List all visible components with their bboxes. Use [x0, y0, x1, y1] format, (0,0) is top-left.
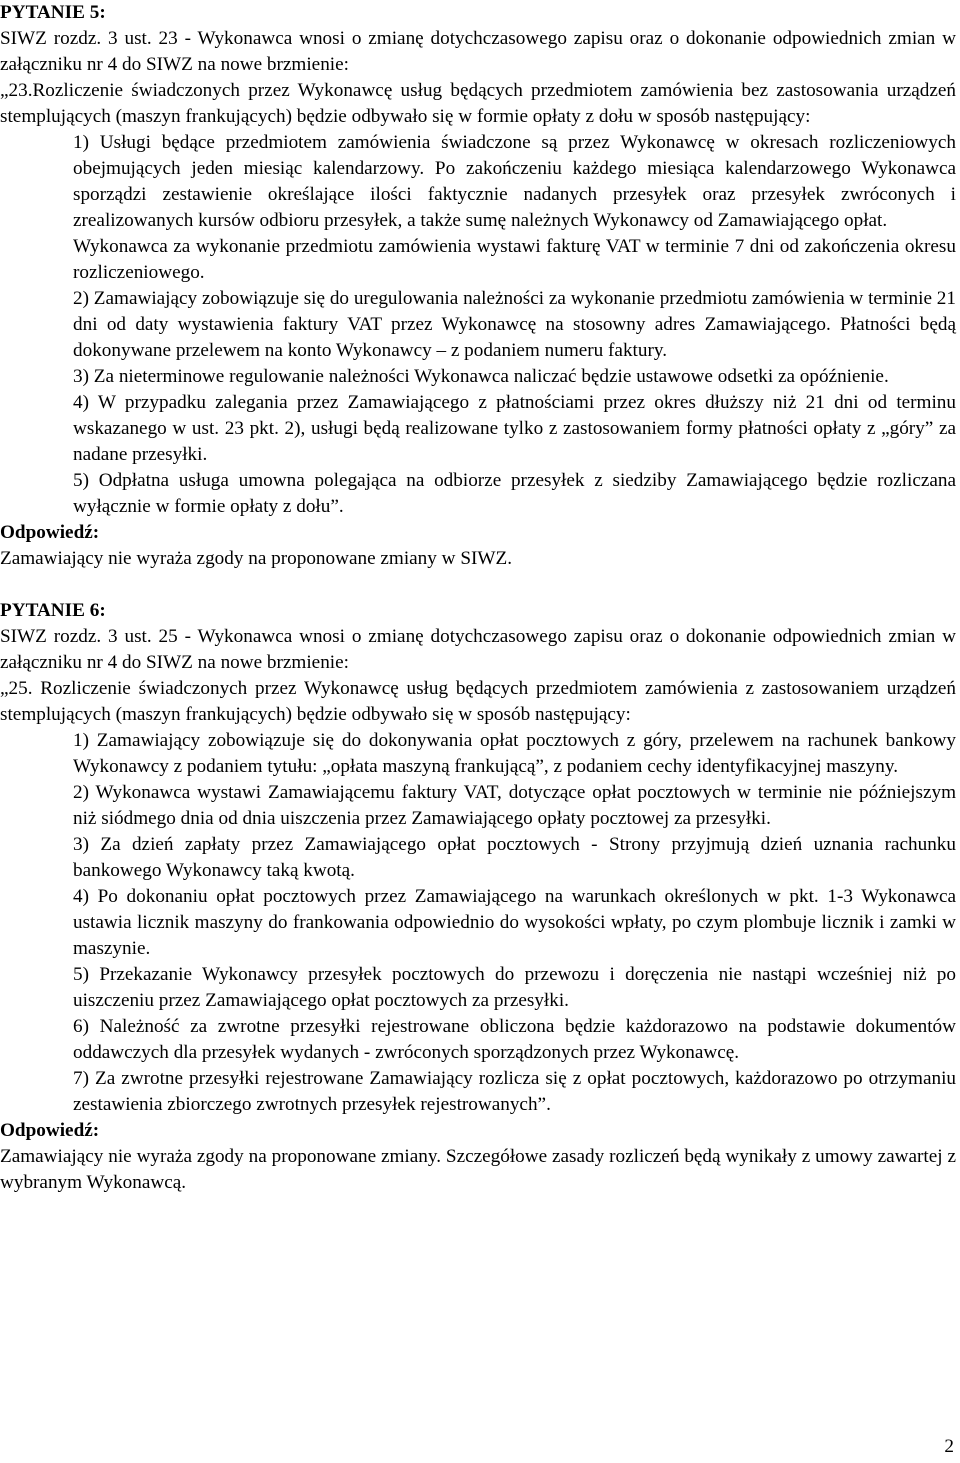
question-6-section — [0, 598, 956, 1196]
question-5-item-1: 1) Usługi będące przedmiotem zamówienia świadczone są przez Wykonawcę w okresach rozliczeniowych obejmujących jeden miesiąc kalendarzowy. Po zakończeniu każdego miesiąca kalendarzowego Wykonawca sporządzi zestawienie określające ilości faktycznie nadanych przesyłek oraz przesyłek zwróconych i zrealizowanych kursów odbioru przesyłek, a także sumę należnych Wykonawcy od Zamawiającego opłat. — [73, 132, 956, 231]
question-6-quote: „25. Rozliczenie świadczonych przez Wykonawcę usług będących przedmiotem zamówienia z zastosowaniem urządzeń stemplujących (maszyn frankujących) będzie odbywało się w sposób następujący: — [0, 678, 956, 725]
question-5-item-4: 4) W przypadku zalegania przez Zamawiającego z płatnościami przez okres dłuższy niż 21 dni od terminu wskazanego w ust. 23 pkt. 2), usługi będą realizowane tylko z zastosowaniem formy płatności opłaty z „góry” za nadane przesyłki. — [73, 392, 956, 465]
question-5-intro: SIWZ rozdz. 3 ust. 23 - Wykonawca wnosi o zmianę dotychczasowego zapisu oraz o dokonanie odpowiednich zmian w załączniku nr 4 do SIWZ na nowe brzmienie: — [0, 28, 956, 75]
question-6-intro: SIWZ rozdz. 3 ust. 25 - Wykonawca wnosi o zmianę dotychczasowego zapisu oraz o dokonanie odpowiednich zmian w załączniku nr 4 do SIWZ na nowe brzmienie: — [0, 626, 956, 673]
question-6-item-1: 1) Zamawiający zobowiązuje się do dokonywania opłat pocztowych z góry, przelewem na rachunek bankowy Wykonawcy z podaniem tytułu: „opłata maszyną frankującą”, z podaniem cechy identyfikacyjnej maszyny. — [73, 730, 956, 777]
question-6-answer: Zamawiający nie wyraża zgody na proponowane zmiany. Szczegółowe zasady rozliczeń będą wynikały z umowy zawartej z wybranym Wykonawcą. — [0, 1146, 956, 1193]
question-6-heading: PYTANIE 6: — [0, 600, 106, 621]
question-6-item-4: 4) Po dokonaniu opłat pocztowych przez Zamawiającego na warunkach określonych w pkt. 1-3 Wykonawca ustawia licznik maszyny do frankowania odpowiednio do wysokości wpłaty, po czym plombuje licznik i zamki w maszynie. — [73, 886, 956, 959]
question-5-answer: Zamawiający nie wyraża zgody na proponowane zmiany w SIWZ. — [0, 548, 513, 569]
question-6-answer-label: Odpowiedź: — [0, 1120, 100, 1141]
question-5-item-2: 2) Zamawiający zobowiązuje się do uregulowania należności za wykonanie przedmiotu zamówienia w terminie 21 dni od daty wystawienia faktury VAT przez Wykonawcę na stosowny adres Zamawiającego. Płatności będą dokonywane przelewem na konto Wykonawcy – z podaniem numeru faktury. — [73, 288, 956, 361]
question-5-section — [0, 0, 956, 572]
question-6-item-5: 5) Przekazanie Wykonawcy przesyłek pocztowych do przewozu i doręczenia nie nastąpi wcześniej niż po uiszczeniu przez Zamawiającego opłat pocztowych za przesyłki. — [73, 964, 956, 1011]
question-6-item-2: 2) Wykonawca wystawi Zamawiającemu faktury VAT, dotyczące opłat pocztowych w terminie nie późniejszym niż siódmego dnia od dnia uiszczenia przez Zamawiającego opłaty pocztowej za przesyłki. — [73, 782, 956, 829]
question-5-item-1-invoice: Wykonawca za wykonanie przedmiotu zamówienia wystawi fakturę VAT w terminie 7 dni od zakończenia okresu rozliczeniowego. — [73, 236, 956, 283]
question-5-quote: „23.Rozliczenie świadczonych przez Wykonawcę usług będących przedmiotem zamówienia bez zastosowania urządzeń stemplujących (maszyn frankujących) będzie odbywało się w formie opłaty z dołu w sposób następujący: — [0, 80, 956, 127]
question-6-item-3: 3) Za dzień zapłaty przez Zamawiającego opłat pocztowych - Strony przyjmują dzień uznania rachunku bankowego Wykonawcy taką kwotą. — [73, 834, 956, 881]
question-6-item-7: 7) Za zwrotne przesyłki rejestrowane Zamawiający rozlicza się z opłat pocztowych, każdorazowo po otrzymaniu zestawienia zbiorczego zwrotnych przesyłek rejestrowanych”. — [73, 1068, 956, 1115]
question-6-item-6: 6) Należność za zwrotne przesyłki rejestrowane obliczona będzie każdorazowo na podstawie dokumentów oddawczych dla przesyłek wydanych - zwróconych sporządzonych przez Wykonawcę. — [73, 1016, 956, 1063]
question-5-answer-label: Odpowiedź: — [0, 522, 100, 543]
page-number: 2 — [944, 1436, 954, 1457]
question-5-item-3: 3) Za nieterminowe regulowanie należności Wykonawca naliczać będzie ustawowe odsetki za opóźnienie. — [73, 366, 889, 387]
question-5-heading: PYTANIE 5: — [0, 2, 106, 23]
question-5-item-5: 5) Odpłatna usługa umowna polegająca na odbiorze przesyłek z siedziby Zamawiającego będzie rozliczana wyłącznie w formie opłaty z dołu”. — [73, 470, 956, 517]
